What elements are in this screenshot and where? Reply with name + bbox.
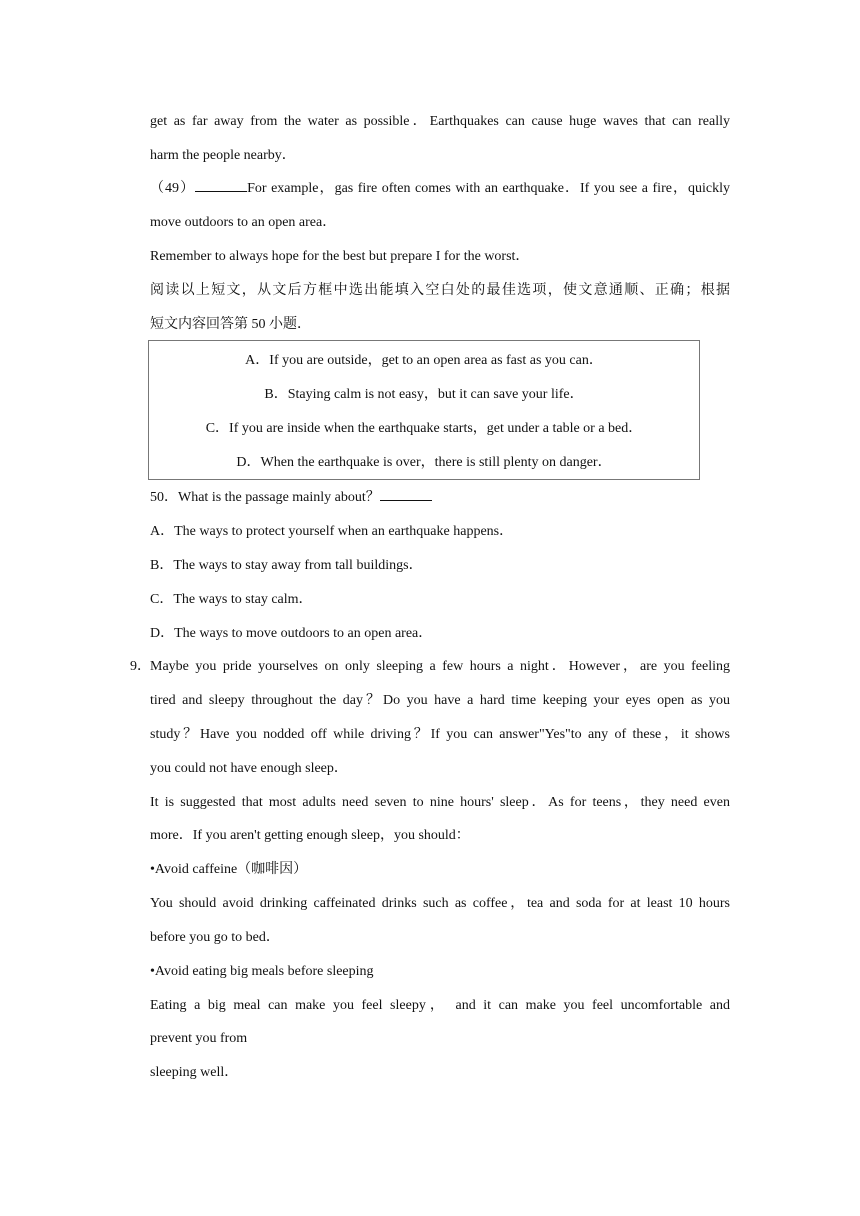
passage-line: Remember to always hope for the best but prepare I for the worst． — [150, 249, 530, 264]
passage-line: before you go to bed． — [150, 930, 280, 945]
answer-blank — [195, 179, 247, 192]
passage-line: prevent you from — [150, 1031, 248, 1046]
passage-line: Eating a big meal can make you feel sleepy， and it can make you feel uncomfortable and — [150, 998, 730, 1013]
option-b: B．Staying calm is not easy，but it can save your life． — [264, 387, 584, 402]
option-c: C．If you are inside when the earthquake starts，get under a table or a bed． — [205, 421, 643, 436]
choice-d: D．The ways to move outdoors to an open area． — [150, 626, 433, 641]
options-box — [148, 340, 700, 480]
choice-b: B．The ways to stay away from tall buildings． — [150, 558, 423, 573]
option-d: D．When the earthquake is over，there is still plenty on danger． — [236, 455, 612, 470]
question-50 — [150, 488, 432, 508]
passage-line: Maybe you pride yourselves on only sleeping a few hours a night．However，are you feeling — [150, 659, 730, 674]
question-50-prompt: 50．What is the passage mainly about？ — [150, 490, 380, 505]
passage-line: It is suggested that most adults need seven to nine hours' sleep．As for teens，they need even — [150, 795, 730, 810]
bullet-heading: •Avoid caffeine（咖啡因） — [150, 862, 308, 877]
question-9-number: 9． — [130, 659, 151, 674]
passage-line: You should avoid drinking caffeinated drinks such as coffee，tea and soda for at least 10 hours — [150, 896, 730, 911]
passage-line: move outdoors to an open area． — [150, 215, 337, 230]
choice-a: A．The ways to protect yourself when an earthquake happens． — [150, 524, 514, 539]
passage-line: harm the people nearby． — [150, 148, 296, 163]
instruction-line: 阅读以上短文，从文后方框中选出能填入空白处的最佳选项，使文意通顺、正确；根据 — [150, 283, 730, 298]
passage-line: study？Have you nodded off while driving？If you can answer"Yes"to any of these，it shows — [150, 727, 730, 742]
option-a: A．If you are outside，get to an open area as fast as you can． — [245, 353, 603, 368]
question-49 — [150, 179, 730, 199]
choice-c: C．The ways to stay calm． — [150, 592, 313, 607]
answer-blank — [380, 488, 432, 501]
passage-line: more．If you aren't getting enough sleep，you should： — [150, 828, 470, 843]
instruction-line: 短文内容回答第 50 小题． — [150, 317, 311, 332]
question-49-number: （49） — [150, 181, 196, 196]
passage-line: you could not have enough sleep． — [150, 761, 348, 776]
bullet-heading: •Avoid eating big meals before sleeping — [150, 964, 374, 979]
passage-line: tired and sleepy throughout the day？Do you have a hard time keeping your eyes open as you — [150, 693, 730, 708]
passage-line: get as far away from the water as possible．Earthquakes can cause huge waves that can really — [150, 114, 730, 129]
question-49-text: For example，gas fire often comes with an earthquake．If you see a fire，quickly — [247, 181, 731, 196]
passage-line: sleeping well． — [150, 1065, 239, 1080]
